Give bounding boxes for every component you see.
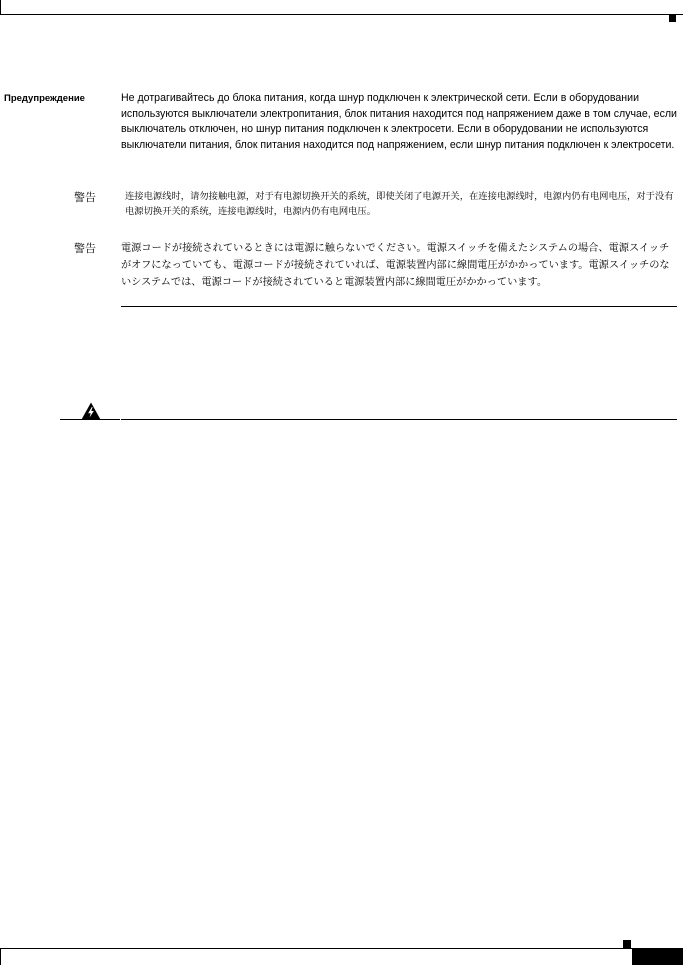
header-corner-mark <box>669 15 676 22</box>
warning-label-chinese: 警告 <box>74 192 96 204</box>
warning-rule-left <box>60 419 120 420</box>
header-rule <box>0 14 683 15</box>
warning-text-russian: Не дотрагивайтесь до блока питания, когда шнур подключен к электрической сети. Если в оборудовании используются выключатели электропитания, блок питания находится под напряжением даже в том случае, если выключатель отключен, но шнур питания подключен к электросети. Если в оборудовании не используются выключатели питания, блок питания находится под напряжением, если шнур питания подключен к электросети. <box>121 92 677 151</box>
footer-rule <box>0 948 683 949</box>
warning-text-japanese: 電源コードが接続されているときには電源に触らないでください。電源スイッチを備えたシステムの場合、電源スイッチがオフになっていても、電源コードが接続されていれば、電源装置内部に線間電圧がかかっています。電源スイッチのないシステムでは、電源コードが接続されていると電源装置内部に線間電圧がかかっています。 <box>121 243 670 288</box>
footer-left-tick <box>0 948 1 965</box>
section-end-rule <box>121 306 677 307</box>
warning-rule-right <box>121 419 677 420</box>
warning-label-russian: Предупреждение <box>4 93 85 104</box>
warning-label-japanese: 警告 <box>74 243 96 255</box>
header-left-tick <box>0 0 1 14</box>
warning-lightning-icon <box>81 402 101 420</box>
footer-mark <box>623 940 631 948</box>
warning-text-chinese: 连接电源线时，请勿接触电源，对于有电源切换开关的系统，即使关闭了电源开关，在连接电源线时，电源内仍有电网电压，对于没有电源切换开关的系统，连接电源线时，电源内仍有电网电压。 <box>125 191 674 217</box>
page-number-tab <box>632 949 683 965</box>
